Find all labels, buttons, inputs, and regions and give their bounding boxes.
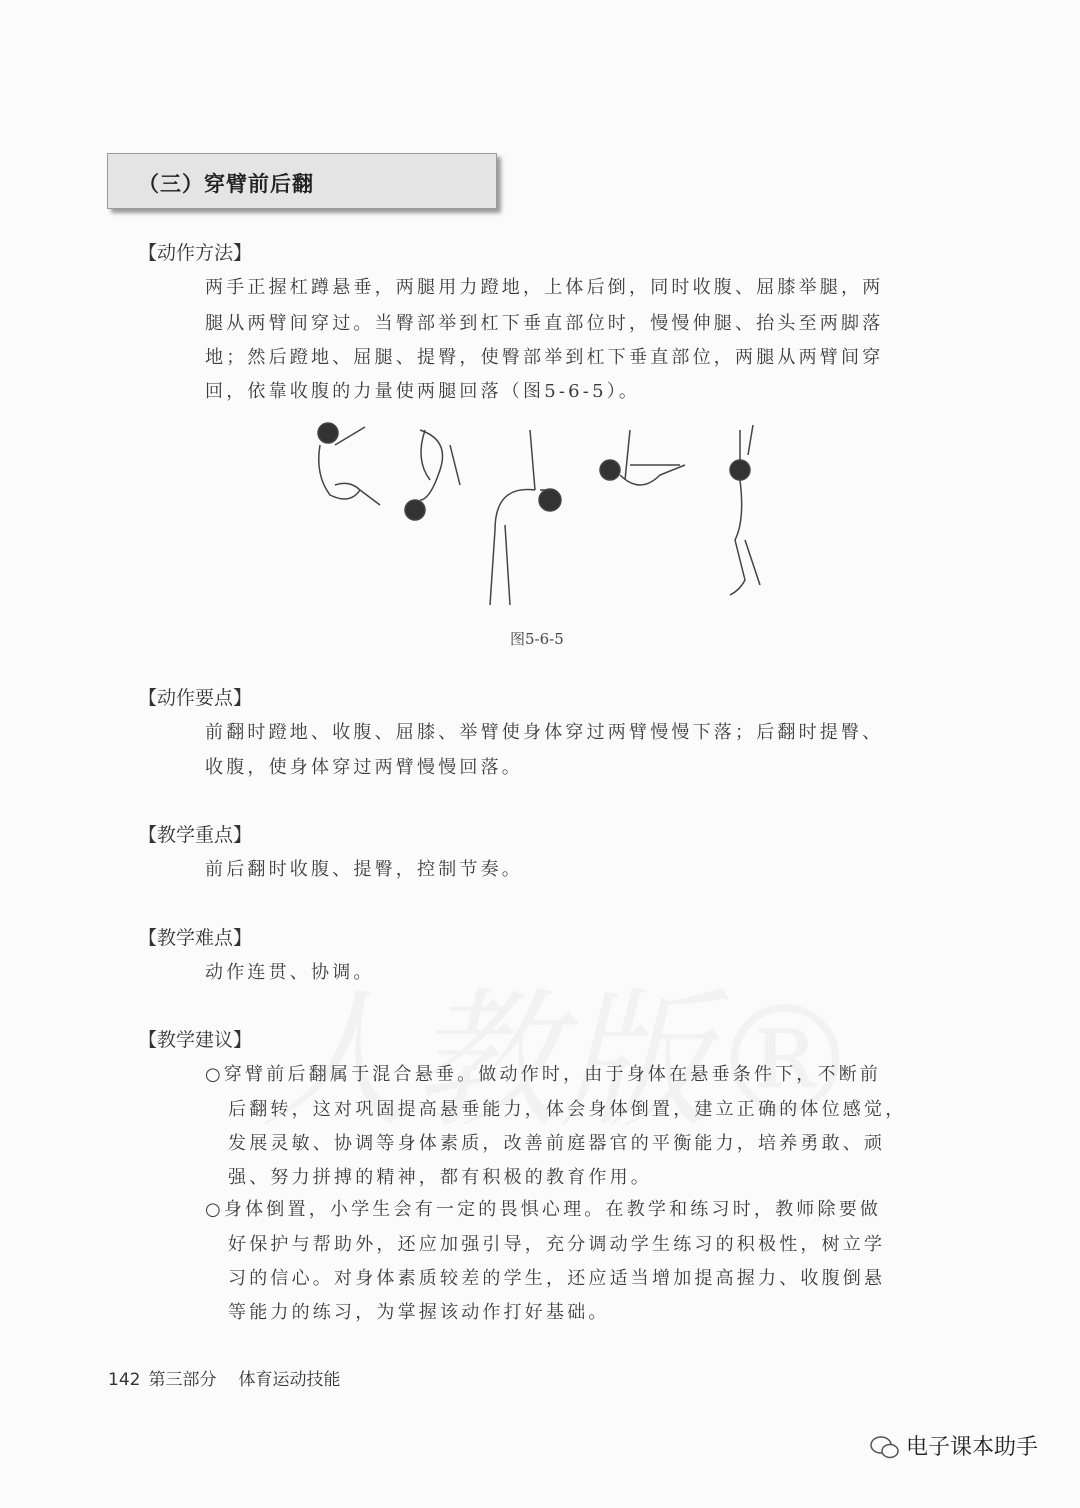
method-line: 腿从两臂间穿过。当臀部举到杠下垂直部位时，慢慢伸腿、抬头至两脚落 — [205, 313, 884, 334]
suggestion-line: 强、努力拼搏的精神，都有积极的教育作用。 — [228, 1167, 652, 1188]
section-title: （三）穿臂前后翻 — [138, 172, 314, 196]
suggestion-line: ○身体倒置，小学生会有一定的畏惧心理。在教学和练习时，教师除要做 — [205, 1199, 882, 1220]
key-points-line: 前翻时蹬地、收腹、屈膝、举臂使身体穿过两臂慢慢下落；后翻时提臀、 — [205, 722, 884, 743]
suggestion-line: 习的信心。对身体素质较差的学生，还应适当增加提高握力、收腹倒悬 — [228, 1268, 886, 1289]
teaching-difficulty-heading: 【教学难点】 — [138, 927, 253, 949]
wechat-account-badge — [870, 1430, 1038, 1461]
footer-part: 第三部分 — [148, 1370, 217, 1390]
teaching-difficulty-line: 动作连贯、协调。 — [205, 962, 375, 983]
key-points-heading: 【动作要点】 — [138, 687, 253, 709]
figure-pose-3 — [490, 430, 561, 605]
wechat-account-name: 电子课本助手 — [906, 1435, 1039, 1460]
suggestion-line: 发展灵敏、协调等身体素质，改善前庭器官的平衡能力，培养勇敢、顽 — [228, 1133, 886, 1154]
figure-pose-2 — [405, 430, 460, 520]
suggestion-line: 后翻转，这对巩固提高悬垂能力，体会身体倒置，建立正确的体位感觉， — [228, 1099, 907, 1120]
method-line: 回，依靠收腹的力量使两腿回落（图5-6-5）。 — [205, 381, 641, 402]
figure-pose-1 — [318, 423, 380, 505]
teaching-focus-line: 前后翻时收腹、提臀，控制节奏。 — [205, 859, 523, 880]
page-number: 142 — [108, 1370, 141, 1390]
method-heading: 【动作方法】 — [138, 242, 253, 264]
page-footer — [108, 1365, 340, 1390]
method-line: 两手正握杠蹲悬垂，两腿用力蹬地，上体后倒，同时收腹、屈膝举腿，两 — [205, 277, 884, 298]
suggestions-heading: 【教学建议】 — [138, 1029, 253, 1051]
gymnastics-figure-illustration — [300, 415, 800, 615]
figure-caption: 图5-6-5 — [510, 630, 564, 648]
teaching-focus-heading: 【教学重点】 — [138, 824, 253, 846]
figure-pose-4 — [600, 430, 685, 485]
suggestion-line: 等能力的练习，为掌握该动作打好基础。 — [228, 1302, 610, 1323]
suggestion-line: ○穿臂前后翻属于混合悬垂。做动作时，由于身体在悬垂条件下，不断前 — [205, 1064, 882, 1085]
key-points-line: 收腹，使身体穿过两臂慢慢回落。 — [205, 757, 523, 778]
figure-pose-5 — [730, 425, 760, 595]
wechat-icon — [870, 1435, 900, 1461]
footer-chapter: 体育运动技能 — [238, 1370, 341, 1390]
section-title-box — [107, 153, 497, 209]
method-line: 地；然后蹬地、屈腿、提臀，使臀部举到杠下垂直部位，两腿从两臂间穿 — [205, 347, 884, 368]
suggestion-line: 好保护与帮助外，还应加强引导，充分调动学生练习的积极性，树立学 — [228, 1234, 886, 1255]
